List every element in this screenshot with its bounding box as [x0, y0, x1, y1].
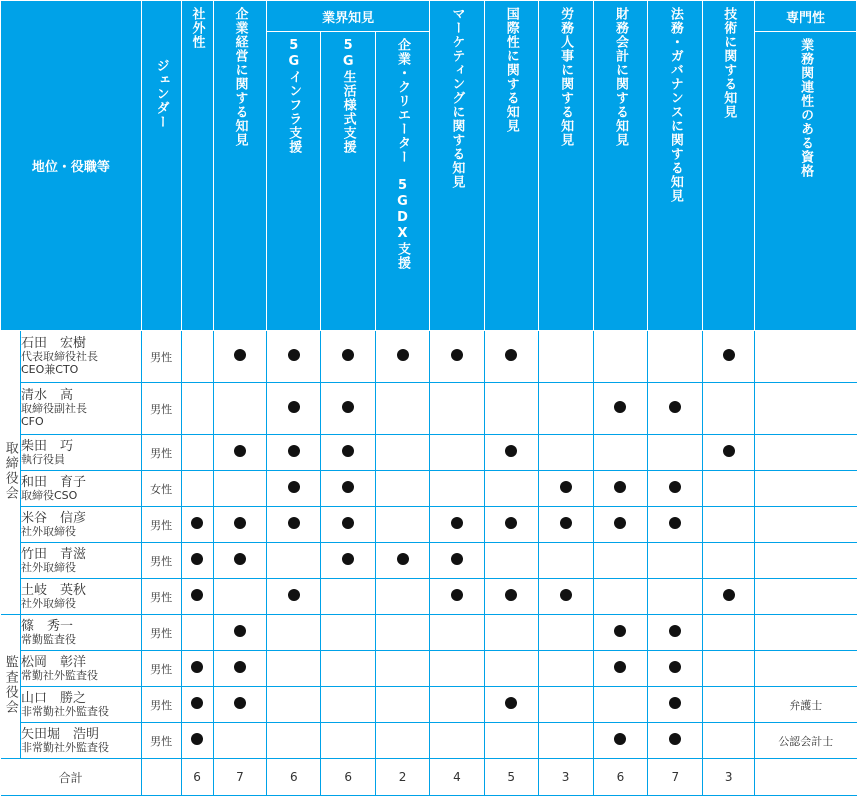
mark-cell-industry-5g-lifestyle — [321, 507, 376, 543]
mark-cell-industry-5g-infra — [267, 579, 321, 615]
mark-cell-finance — [593, 651, 648, 687]
mark-cell-international — [484, 507, 538, 543]
mark-cell-industry-5g-dx — [376, 435, 430, 471]
mark-cell-industry-5g-dx — [376, 579, 430, 615]
member-name: 和田 育子 — [20, 474, 86, 490]
member-cell — [20, 579, 141, 615]
header-marketing: マーケティングに関する知見 — [429, 1, 484, 331]
mark-cell-tech — [703, 579, 755, 615]
mark-cell-industry-5g-dx — [376, 507, 430, 543]
mark-cell-outside — [181, 687, 213, 723]
total-label: 合計 — [1, 759, 142, 796]
cert-cell: 弁護士 — [755, 687, 857, 723]
header-industry-5g-dx: 企業・クリエーター 5GDX支援 — [376, 32, 430, 331]
mark-dot — [451, 553, 463, 565]
mark-cell-industry-5g-lifestyle — [321, 651, 376, 687]
mark-cell-outside — [181, 471, 213, 507]
gender-cell: 男性 — [141, 383, 181, 435]
mark-dot — [451, 589, 463, 601]
mark-cell-labor — [538, 471, 593, 507]
mark-dot — [342, 517, 354, 529]
header-expertise-cert: 業務関連性のある資格 — [755, 32, 857, 331]
table-row — [1, 651, 857, 687]
table-row — [1, 383, 857, 435]
gender-cell: 男性 — [141, 615, 181, 651]
mark-cell-industry-5g-dx — [376, 383, 430, 435]
mark-cell-industry-5g-dx — [376, 543, 430, 579]
table-row — [1, 543, 857, 579]
member-cell — [20, 543, 141, 579]
mark-dot — [234, 661, 246, 673]
mark-cell-industry-5g-lifestyle — [321, 723, 376, 759]
header-industry: 業界知見 — [267, 1, 430, 32]
mark-cell-outside — [181, 651, 213, 687]
mark-dot — [614, 517, 626, 529]
mark-dot — [614, 625, 626, 637]
mark-cell-international — [484, 471, 538, 507]
mark-cell-outside — [181, 507, 213, 543]
mark-cell-industry-5g-infra — [267, 471, 321, 507]
member-name: 清水 高 — [20, 388, 73, 403]
member-role-2: CFO — [20, 415, 44, 428]
member-name: 土岐 英秋 — [20, 582, 86, 598]
table-row — [1, 687, 857, 723]
mark-cell-industry-5g-infra — [267, 651, 321, 687]
mark-dot — [451, 517, 463, 529]
gender-cell: 男性 — [141, 543, 181, 579]
mark-cell-industry-5g-lifestyle — [321, 615, 376, 651]
mark-cell-finance — [593, 615, 648, 651]
group-label-text: 監査役会 — [2, 654, 18, 715]
mark-cell-industry-5g-infra — [267, 331, 321, 383]
table-row — [1, 435, 857, 471]
mark-cell-tech — [703, 543, 755, 579]
total-marketing: 4 — [429, 759, 484, 796]
mark-cell-finance — [593, 687, 648, 723]
total-finance: 6 — [593, 759, 648, 796]
mark-cell-international — [484, 543, 538, 579]
mark-cell-legal — [648, 331, 703, 383]
mark-cell-industry-5g-dx — [376, 723, 430, 759]
mark-cell-tech — [703, 507, 755, 543]
mark-dot — [191, 553, 203, 565]
mark-cell-marketing — [429, 687, 484, 723]
mark-cell-industry-5g-dx — [376, 331, 430, 383]
mark-cell-management — [213, 383, 267, 435]
mark-dot — [614, 733, 626, 745]
cert-cell — [755, 507, 857, 543]
mark-dot — [505, 349, 517, 361]
header-expertise: 専門性 — [755, 1, 857, 32]
mark-dot — [191, 589, 203, 601]
total-outside: 6 — [181, 759, 213, 796]
mark-dot — [669, 625, 681, 637]
mark-dot — [505, 445, 517, 457]
mark-cell-industry-5g-lifestyle — [321, 471, 376, 507]
mark-cell-industry-5g-dx — [376, 615, 430, 651]
member-role: 社外取締役 — [20, 524, 76, 538]
mark-cell-international — [484, 723, 538, 759]
member-cell — [20, 723, 141, 759]
gender-cell: 男性 — [141, 507, 181, 543]
mark-cell-outside — [181, 579, 213, 615]
mark-cell-finance — [593, 543, 648, 579]
mark-cell-labor — [538, 651, 593, 687]
mark-cell-tech — [703, 687, 755, 723]
mark-cell-industry-5g-infra — [267, 615, 321, 651]
gender-cell: 男性 — [141, 435, 181, 471]
header-industry-5g-lifestyle: 5G生活様式支援 — [321, 32, 376, 331]
mark-dot — [234, 625, 246, 637]
mark-cell-management — [213, 543, 267, 579]
mark-cell-marketing — [429, 507, 484, 543]
mark-cell-international — [484, 383, 538, 435]
member-cell — [20, 383, 141, 435]
mark-cell-marketing — [429, 723, 484, 759]
member-name: 篠 秀一 — [20, 618, 73, 634]
mark-dot — [505, 517, 517, 529]
total-labor: 3 — [538, 759, 593, 796]
total-industry-5g-dx: 2 — [376, 759, 430, 796]
mark-dot — [614, 481, 626, 493]
mark-cell-outside — [181, 331, 213, 383]
member-role: 社外取締役 — [20, 596, 76, 610]
mark-dot — [342, 401, 354, 413]
mark-dot — [234, 445, 246, 457]
mark-cell-legal — [648, 543, 703, 579]
member-role-2: CEO兼CTO — [20, 363, 79, 376]
gender-cell: 男性 — [141, 579, 181, 615]
mark-cell-management — [213, 687, 267, 723]
cert-cell — [755, 471, 857, 507]
mark-cell-management — [213, 723, 267, 759]
mark-cell-marketing — [429, 471, 484, 507]
total-industry-5g-lifestyle: 6 — [321, 759, 376, 796]
mark-cell-industry-5g-lifestyle — [321, 435, 376, 471]
member-cell — [20, 331, 141, 383]
mark-cell-legal — [648, 723, 703, 759]
total-international: 5 — [484, 759, 538, 796]
mark-cell-marketing — [429, 331, 484, 383]
mark-cell-international — [484, 615, 538, 651]
header-industry-5g-infra: 5Gインフラ支援 — [267, 32, 321, 331]
mark-dot — [288, 589, 300, 601]
mark-cell-management — [213, 651, 267, 687]
member-name: 米谷 信彦 — [20, 510, 86, 526]
mark-dot — [397, 349, 409, 361]
member-role: 非常勤社外監査役 — [20, 704, 109, 718]
header-finance: 財務会計に関する知見 — [593, 1, 648, 331]
mark-cell-management — [213, 579, 267, 615]
mark-dot — [669, 517, 681, 529]
member-cell — [20, 615, 141, 651]
mark-dot — [288, 445, 300, 457]
table-row — [1, 579, 857, 615]
mark-cell-labor — [538, 579, 593, 615]
mark-cell-tech — [703, 331, 755, 383]
header-international: 国際性に関する知見 — [484, 1, 538, 331]
member-cell — [20, 687, 141, 723]
mark-cell-marketing — [429, 579, 484, 615]
member-role: 執行役員 — [20, 452, 65, 466]
mark-cell-finance — [593, 579, 648, 615]
mark-cell-legal — [648, 651, 703, 687]
mark-cell-legal — [648, 471, 703, 507]
member-cell — [20, 471, 141, 507]
mark-dot — [614, 661, 626, 673]
mark-cell-finance — [593, 331, 648, 383]
mark-dot — [191, 697, 203, 709]
total-management: 7 — [213, 759, 267, 796]
mark-cell-tech — [703, 383, 755, 435]
member-name: 山口 勝之 — [20, 690, 86, 706]
mark-cell-labor — [538, 507, 593, 543]
cert-cell: 公認会計士 — [755, 723, 857, 759]
mark-dot — [723, 349, 735, 361]
mark-dot — [191, 733, 203, 745]
mark-dot — [342, 481, 354, 493]
mark-cell-legal — [648, 507, 703, 543]
mark-cell-labor — [538, 331, 593, 383]
mark-cell-industry-5g-dx — [376, 651, 430, 687]
mark-dot — [342, 445, 354, 457]
mark-cell-marketing — [429, 543, 484, 579]
mark-cell-international — [484, 435, 538, 471]
member-cell — [20, 435, 141, 471]
mark-cell-legal — [648, 687, 703, 723]
gender-cell: 男性 — [141, 651, 181, 687]
mark-dot — [669, 697, 681, 709]
mark-cell-international — [484, 651, 538, 687]
table-row — [1, 723, 857, 759]
total-industry-5g-infra: 6 — [267, 759, 321, 796]
member-role: 常勤監査役 — [20, 632, 76, 646]
header-gender: ジェンダー — [141, 1, 181, 331]
member-cell — [20, 651, 141, 687]
mark-cell-tech — [703, 435, 755, 471]
cert-cell — [755, 615, 857, 651]
mark-cell-marketing — [429, 435, 484, 471]
total-legal: 7 — [648, 759, 703, 796]
mark-dot — [288, 481, 300, 493]
mark-cell-industry-5g-lifestyle — [321, 543, 376, 579]
mark-cell-industry-5g-infra — [267, 723, 321, 759]
mark-dot — [234, 697, 246, 709]
mark-dot — [342, 349, 354, 361]
member-role: 非常勤社外監査役 — [20, 740, 109, 754]
mark-dot — [560, 517, 572, 529]
mark-cell-labor — [538, 383, 593, 435]
mark-cell-industry-5g-dx — [376, 471, 430, 507]
mark-cell-industry-5g-infra — [267, 435, 321, 471]
header-outside: 社外性 — [181, 1, 213, 331]
member-role: 取締役副社長 — [20, 402, 87, 415]
mark-cell-outside — [181, 543, 213, 579]
mark-dot — [614, 401, 626, 413]
mark-cell-industry-5g-lifestyle — [321, 331, 376, 383]
member-name: 柴田 巧 — [20, 438, 73, 454]
mark-dot — [505, 697, 517, 709]
table-row — [1, 471, 857, 507]
mark-cell-legal — [648, 579, 703, 615]
mark-cell-tech — [703, 615, 755, 651]
cert-cell — [755, 651, 857, 687]
mark-dot — [234, 349, 246, 361]
member-name: 松岡 彰洋 — [20, 654, 86, 670]
mark-dot — [505, 589, 517, 601]
mark-dot — [560, 589, 572, 601]
mark-dot — [397, 553, 409, 565]
mark-cell-legal — [648, 435, 703, 471]
group-label-board — [1, 331, 21, 615]
total-gender-blank — [141, 759, 181, 796]
cert-cell — [755, 543, 857, 579]
mark-dot — [669, 661, 681, 673]
mark-cell-outside — [181, 435, 213, 471]
mark-dot — [191, 517, 203, 529]
member-role: 社外取締役 — [20, 560, 76, 574]
mark-cell-legal — [648, 615, 703, 651]
total-cert-blank — [755, 759, 857, 796]
mark-dot — [342, 553, 354, 565]
member-role: 常勤社外監査役 — [20, 668, 98, 682]
mark-cell-labor — [538, 615, 593, 651]
mark-cell-labor — [538, 543, 593, 579]
mark-cell-labor — [538, 687, 593, 723]
cert-cell — [755, 383, 857, 435]
mark-cell-legal — [648, 383, 703, 435]
header-management: 企業経営に関する知見 — [213, 1, 267, 331]
mark-dot — [669, 481, 681, 493]
mark-cell-finance — [593, 435, 648, 471]
mark-cell-management — [213, 615, 267, 651]
mark-cell-industry-5g-dx — [376, 687, 430, 723]
header-position: 地位・役職等 — [1, 1, 142, 331]
mark-cell-industry-5g-infra — [267, 543, 321, 579]
mark-dot — [723, 445, 735, 457]
member-cell — [20, 507, 141, 543]
mark-dot — [234, 517, 246, 529]
mark-dot — [234, 553, 246, 565]
mark-dot — [288, 517, 300, 529]
mark-cell-marketing — [429, 651, 484, 687]
table-row — [1, 331, 857, 383]
mark-dot — [288, 349, 300, 361]
mark-cell-finance — [593, 507, 648, 543]
mark-cell-industry-5g-infra — [267, 507, 321, 543]
mark-cell-tech — [703, 651, 755, 687]
mark-cell-management — [213, 471, 267, 507]
mark-cell-outside — [181, 615, 213, 651]
mark-cell-outside — [181, 723, 213, 759]
mark-cell-management — [213, 435, 267, 471]
mark-cell-marketing — [429, 383, 484, 435]
mark-cell-tech — [703, 471, 755, 507]
mark-dot — [669, 401, 681, 413]
total-tech: 3 — [703, 759, 755, 796]
total-row — [1, 759, 857, 796]
group-label-text: 取締役会 — [2, 440, 18, 501]
mark-cell-international — [484, 331, 538, 383]
mark-cell-industry-5g-infra — [267, 687, 321, 723]
mark-cell-international — [484, 579, 538, 615]
mark-cell-management — [213, 507, 267, 543]
mark-cell-outside — [181, 383, 213, 435]
table-row — [1, 615, 857, 651]
cert-cell — [755, 579, 857, 615]
mark-dot — [288, 401, 300, 413]
cert-cell — [755, 331, 857, 383]
mark-dot — [191, 661, 203, 673]
mark-cell-industry-5g-lifestyle — [321, 579, 376, 615]
mark-cell-marketing — [429, 615, 484, 651]
mark-dot — [723, 589, 735, 601]
mark-cell-finance — [593, 471, 648, 507]
mark-cell-tech — [703, 723, 755, 759]
mark-cell-finance — [593, 723, 648, 759]
mark-cell-industry-5g-lifestyle — [321, 687, 376, 723]
mark-dot — [669, 733, 681, 745]
member-role: 取締役CSO — [20, 488, 78, 502]
mark-dot — [451, 349, 463, 361]
mark-dot — [560, 481, 572, 493]
member-role: 代表取締役社長 — [20, 350, 98, 363]
gender-cell: 男性 — [141, 331, 181, 383]
gender-cell: 男性 — [141, 723, 181, 759]
member-name: 矢田堀 浩明 — [20, 726, 99, 742]
mark-cell-industry-5g-infra — [267, 383, 321, 435]
header-legal: 法務・ガバナンスに関する知見 — [648, 1, 703, 331]
mark-cell-management — [213, 331, 267, 383]
mark-cell-finance — [593, 383, 648, 435]
header-tech: 技術に関する知見 — [703, 1, 755, 331]
group-label-audit — [1, 615, 21, 759]
mark-cell-labor — [538, 723, 593, 759]
mark-cell-industry-5g-lifestyle — [321, 383, 376, 435]
member-name: 竹田 青滋 — [20, 546, 86, 562]
gender-cell: 男性 — [141, 687, 181, 723]
mark-cell-international — [484, 687, 538, 723]
header-labor: 労務人事に関する知見 — [538, 1, 593, 331]
gender-cell: 女性 — [141, 471, 181, 507]
cert-cell — [755, 435, 857, 471]
member-name: 石田 宏樹 — [20, 336, 86, 351]
table-row — [1, 507, 857, 543]
mark-cell-labor — [538, 435, 593, 471]
